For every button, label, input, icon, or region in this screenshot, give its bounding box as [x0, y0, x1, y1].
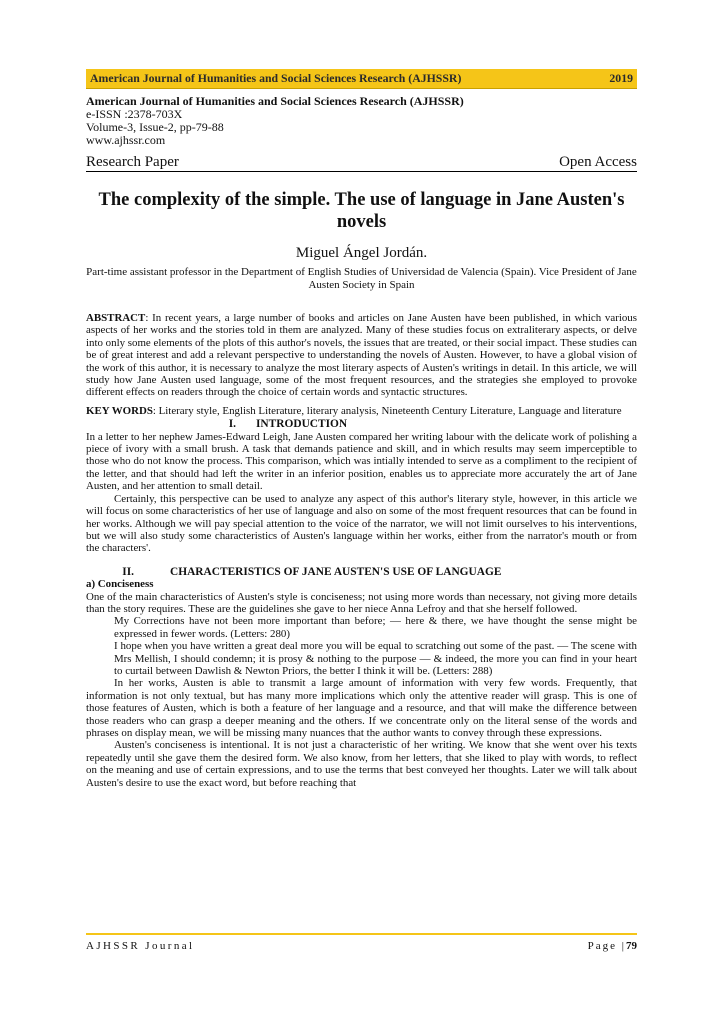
block-quote: My Corrections have not been more important than before; — here & there, we have thought the sense might be expressed in fewer words. (Letters: 280) — [114, 615, 637, 640]
website: www.ajhssr.com — [86, 133, 166, 147]
paper-title: The complexity of the simple. The use of language in Jane Austen's novels — [98, 190, 625, 232]
footer-divider — [86, 933, 637, 935]
journal-banner — [86, 69, 637, 88]
banner-year: 2019 — [609, 71, 633, 85]
paragraph: One of the main characteristics of Austen's style is conciseness; not using more words than necessary, not giving more details than the story requires. These are the guidelines she gave to her niece Anna Lefroy and that she herself followed. — [86, 590, 637, 615]
section-number: I. — [228, 418, 236, 431]
block-quote: I hope when you have written a great deal more you will be equal to scratching out some of the past. — The scene with Mrs Mellish, I should condemn; it is prosy & nothing to the purpose — & indeed, the more you can find in your heart to curtail between Dawlish & Newton Priors, the better I think it will be. (Letters: 288) — [114, 640, 637, 677]
author-name: Miguel Ángel Jordán. — [295, 245, 428, 261]
banner-divider — [86, 88, 637, 89]
journal-meta — [86, 95, 637, 147]
section-title: INTRODUCTION — [256, 418, 348, 431]
abstract-text: : In recent years, a large number of books and articles on Jane Austen have been published, in which various aspects of her works and the stories told in them are analyzed. Many of these studies focus on extraliterary aspects, or delve into only some elements of the plots of this author's novels, the issues that are treated, or their social impact. These studies can be of great interest and add a relevant perspective to understanding the novels of Austen. However, to have a global vision of the work of this author, it is necessary to analyze the most literary aspects of Austen's writings in detail. In this article, we will study how Jane Austen used language, some of the most frequent resources, and the strategies she employed to provoke different effects on readers through the choice of certain words and syntactic structures. — [86, 312, 637, 399]
paper-type: Research Paper — [86, 154, 179, 170]
keywords-label: KEY WORDS — [86, 404, 153, 417]
section-number: II. — [122, 565, 134, 578]
paper-type-row — [86, 149, 637, 172]
banner-journal-name: American Journal of Humanities and Social Sciences Research (AJHSSR) — [90, 71, 462, 85]
paragraph: Certainly, this perspective can be used to analyze any aspect of this author's literary style, however, in this article we will focus on some characteristics of her use of language and also on some of the most frequent resources that can be found in her works. Although we will pay special attention to the voice of the narrator, we will not limit ourselves to his interventions, but we will also study some characteristics of Austen's language within her works, either from the narrator's mouth or from the characters'. — [86, 492, 637, 555]
subsection-heading: a) Conciseness — [86, 578, 154, 591]
abstract — [86, 312, 637, 399]
open-access: Open Access — [559, 154, 637, 170]
keywords — [86, 405, 637, 417]
paper-body — [86, 312, 637, 789]
section-heading-introduction — [86, 418, 637, 430]
section-heading-characteristics — [86, 566, 637, 578]
page-footer — [86, 940, 637, 952]
author-affiliation: Part-time assistant professor in the Department of English Studies of Universidad de Valencia (Spain). Vice President of Jane Austen Society in Spain — [86, 266, 637, 291]
section-title: CHARACTERISTICS OF JANE AUSTEN'S USE OF LANGUAGE — [170, 565, 502, 578]
paragraph: In her works, Austen is able to transmit a large amount of information with very few words. Frequently, that information is not only textual, but has many more implications which only the attentive reader will grasp. This is one of those features of Austen, which is both a feature of her language and a resource, and that will make the difference between those readers who can grasp a deeper meaning and the others. If we concentrate only on the literal sense of the words and phrases on display mean, we will be missing many nuances that the author wants to convey through these expressions. — [86, 677, 637, 739]
abstract-label: ABSTRACT — [86, 312, 146, 324]
issn: e-ISSN :2378-703X — [86, 107, 183, 121]
page-number-label — [588, 940, 637, 952]
paragraph: Austen's conciseness is intentional. It is not just a characteristic of her writing. We know that she went over his texts repeatedly until she gave them the desired form. We also know, from her letters, that she liked to play with words, to reflect on the meaning and use of certain expressions, and to use the terms that best conveyed her thoughts. Later we will talk about Austen's desire to use the exact word, but before reaching that — [86, 739, 637, 789]
page-label: Page | — [587, 940, 626, 952]
paragraph: In a letter to her nephew James-Edward Leigh, Jane Austen compared her writing labour with the delicate work of polishing a piece of ivory with a small brush. A task that demands patience and skill, and in which results may seem imperceptible to those who do not know the process. This comparison, which was intially intended to serve as a compliment to the recipient of the letter, and that should had left the writer in an inferior position, enables us to appreciate more accurately the art of Jane Austen, and her attention to small detail. — [86, 430, 637, 493]
journal-name: American Journal of Humanities and Social Sciences Research (AJHSSR) — [86, 94, 464, 108]
page-number: 79 — [626, 940, 637, 952]
volume-issue: Volume-3, Issue-2, pp-79-88 — [86, 120, 224, 134]
footer-journal: AJHSSR Journal — [86, 940, 195, 952]
keywords-text: : Literary style, English Literature, literary analysis, Nineteenth Century Literature, Language and literature — [152, 404, 622, 417]
